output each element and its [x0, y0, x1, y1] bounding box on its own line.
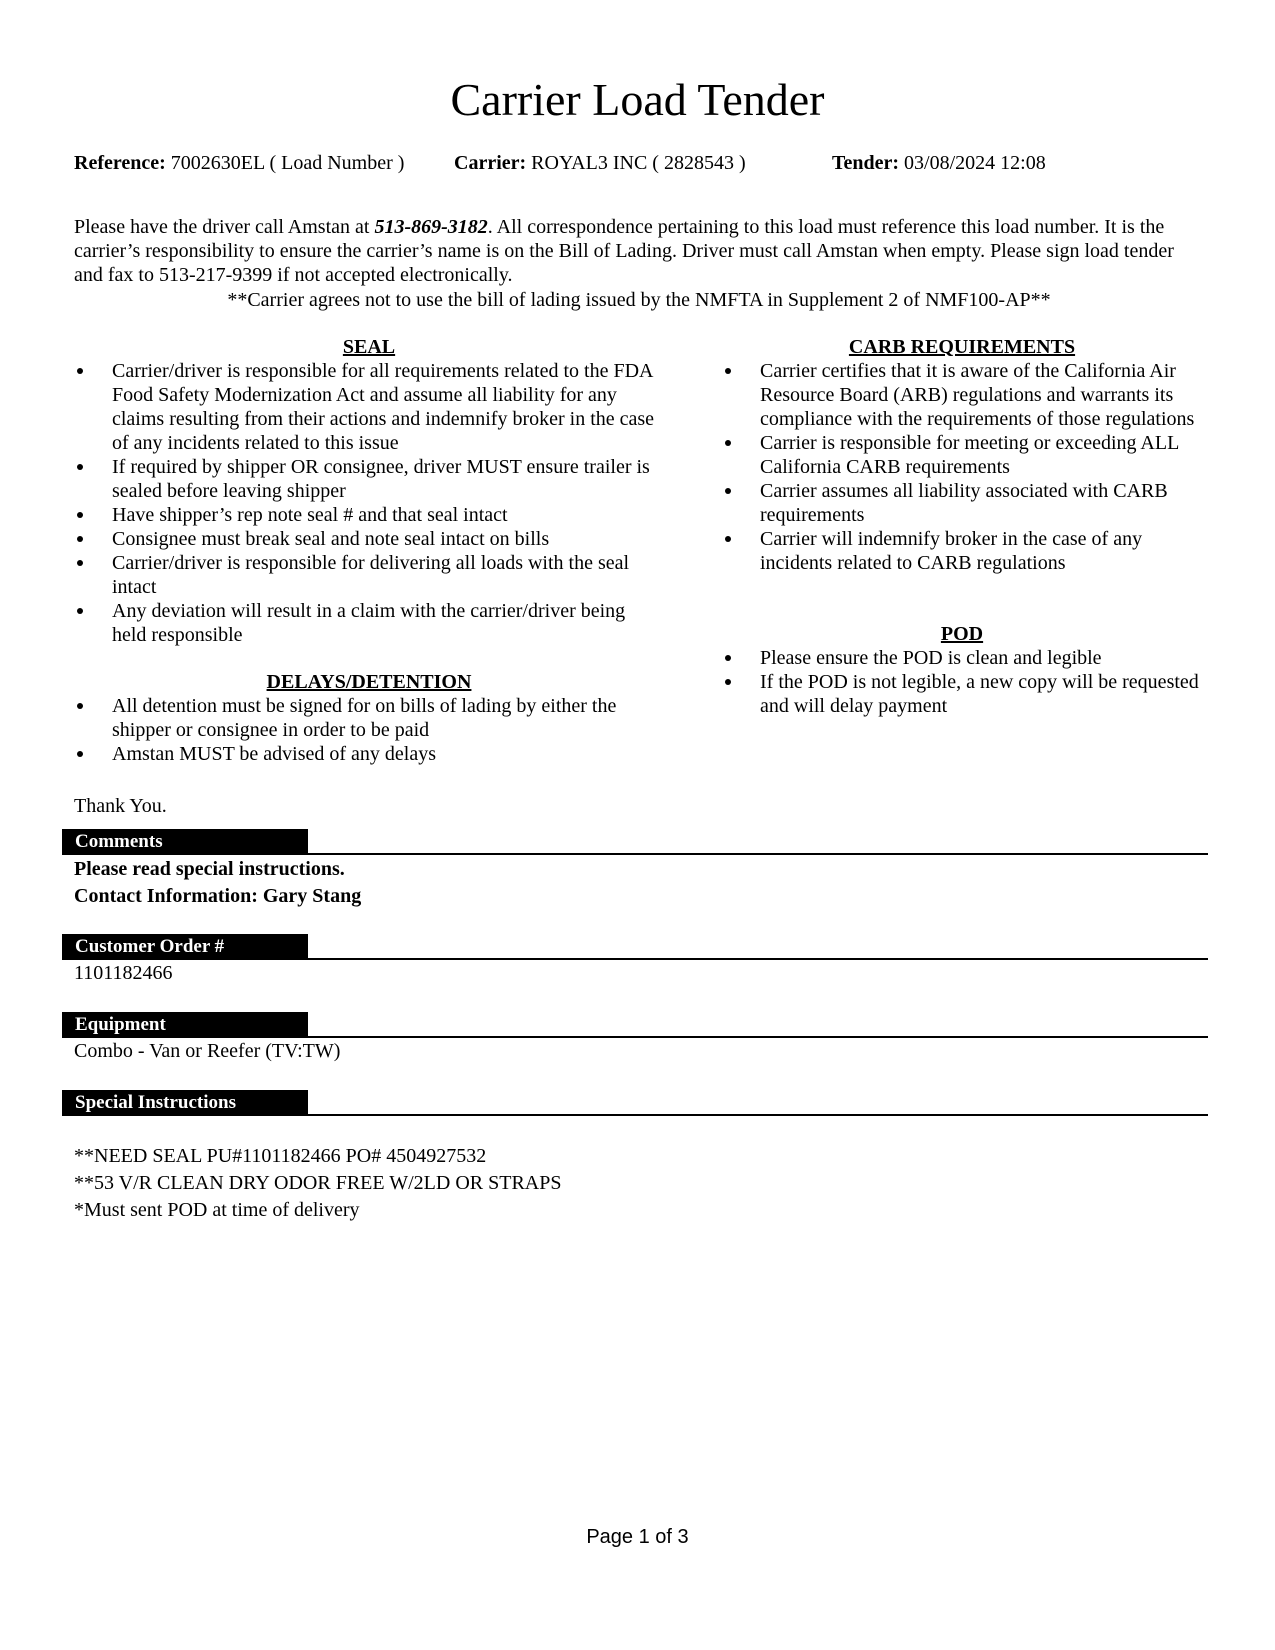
bullet-icon: [725, 368, 731, 374]
carb-section: [722, 335, 1202, 575]
seal-list-item: [74, 551, 664, 599]
bullet-icon: [725, 655, 731, 661]
seal-heading: SEAL: [342, 336, 396, 358]
delays-section: [74, 670, 664, 766]
seal-list-item: [74, 527, 664, 551]
bullet-icon: [725, 488, 731, 494]
carrier-value: ROYAL3 INC ( 2828543 ): [531, 152, 746, 174]
seal-item-text: Consignee must break seal and note seal intact on bills: [112, 528, 550, 550]
equipment-bar: [62, 1012, 1208, 1038]
seal-item-text: Carrier/driver is responsible for delivering all loads with the seal intact: [112, 552, 630, 598]
carb-list-item: [722, 359, 1202, 431]
customer-order-label: Customer Order #: [62, 934, 308, 958]
reference-field: [74, 151, 404, 175]
pod-list-item: [722, 646, 1202, 670]
intro-paragraph: [74, 215, 1204, 287]
seal-list-item: [74, 455, 664, 503]
delays-item-text: All detention must be signed for on bills of lading by either the shipper or consignee in order to be paid: [112, 695, 617, 741]
page-title: Carrier Load Tender: [450, 74, 825, 125]
carrier-field: [454, 151, 746, 175]
seal-list-item: [74, 503, 664, 527]
bullet-icon: [77, 368, 83, 374]
comments-label: Comments: [62, 829, 308, 853]
comments-block: [74, 856, 361, 910]
pod-item-text: Please ensure the POD is clean and legible: [760, 647, 1102, 669]
delays-item-text: Amstan MUST be advised of any delays: [112, 743, 437, 765]
tender-label: Tender:: [832, 152, 900, 174]
pod-item-text: If the POD is not legible, a new copy will be requested and will delay payment: [760, 671, 1199, 717]
reference-label: Reference:: [74, 152, 166, 174]
carb-list-item: [722, 431, 1202, 479]
bullet-icon: [77, 608, 83, 614]
bullet-icon: [725, 679, 731, 685]
customer-order-divider: [62, 958, 1208, 960]
carb-list-item: [722, 527, 1202, 575]
pod-list: [722, 646, 1202, 718]
seal-section: [74, 335, 664, 647]
delays-list-item: [74, 742, 664, 766]
customer-order-value: 1101182466: [74, 962, 173, 984]
pod-list-item: [722, 670, 1202, 718]
equipment-label: Equipment: [62, 1012, 308, 1036]
pod-heading: POD: [940, 623, 984, 645]
carb-item-text: Carrier certifies that it is aware of the California Air Resource Board (ARB) regulations and warrants its compliance with the requirements of those regulations: [760, 360, 1195, 430]
seal-item-text: Have shipper’s rep note seal # and that seal intact: [112, 504, 508, 526]
seal-list-item: [74, 359, 664, 455]
bullet-icon: [77, 560, 83, 566]
equipment-value: Combo - Van or Reefer (TV:TW): [74, 1040, 341, 1062]
comments-line-2: Contact Information: Gary Stang: [74, 885, 362, 907]
carb-heading: CARB REQUIREMENTS: [848, 336, 1076, 358]
comments-divider: [62, 853, 1208, 855]
bullet-icon: [77, 751, 83, 757]
tender-value: 03/08/2024 12:08: [904, 152, 1046, 174]
thank-you: Thank You.: [74, 795, 167, 817]
bullet-icon: [77, 703, 83, 709]
bullet-icon: [77, 536, 83, 542]
delays-list-item: [74, 694, 664, 742]
special-instructions-label: Special Instructions: [62, 1090, 308, 1114]
comments-line-1: Please read special instructions.: [74, 858, 345, 880]
special-instruction-line: **NEED SEAL PU#1101182466 PO# 4504927532: [74, 1145, 487, 1167]
amstan-phone: 513-869-3182: [374, 216, 488, 238]
carb-list-item: [722, 479, 1202, 527]
customer-order-bar: [62, 934, 1208, 960]
bullet-icon: [77, 464, 83, 470]
nmfta-notice: **Carrier agrees not to use the bill of lading issued by the NMFTA in Supplement 2 of NMF100-AP**: [227, 289, 1051, 311]
pod-section: [722, 622, 1202, 718]
seal-item-text: Any deviation will result in a claim with the carrier/driver being held responsible: [112, 600, 626, 646]
special-instruction-line: **53 V/R CLEAN DRY ODOR FREE W/2LD OR STRAPS: [74, 1172, 562, 1194]
seal-item-text: If required by shipper OR consignee, driver MUST ensure trailer is sealed before leaving shipper: [112, 456, 650, 502]
special-instructions-divider: [62, 1114, 1208, 1116]
carb-item-text: Carrier assumes all liability associated with CARB requirements: [760, 480, 1168, 526]
carb-list: [722, 359, 1202, 575]
seal-list: [74, 359, 664, 647]
special-instruction-line: *Must sent POD at time of delivery: [74, 1199, 360, 1221]
reference-value: 7002630EL ( Load Number ): [170, 152, 405, 174]
intro-text-1: Please have the driver call Amstan at: [74, 216, 375, 238]
comments-bar: [62, 829, 1208, 855]
seal-list-item: [74, 599, 664, 647]
carb-item-text: Carrier will indemnify broker in the case of any incidents related to CARB regulations: [760, 528, 1143, 574]
carb-item-text: Carrier is responsible for meeting or exceeding ALL California CARB requirements: [760, 432, 1179, 478]
bullet-icon: [725, 536, 731, 542]
delays-heading: DELAYS/DETENTION: [266, 671, 472, 693]
seal-item-text: Carrier/driver is responsible for all requirements related to the FDA Food Safety Modernization Act and assume all liability for any claims resulting from their actions and indemnify broker in the case of any incidents related to this issue: [112, 360, 655, 454]
intro-text-2: . All correspondence pertaining to this load must reference this load number. It is the carrier’s responsibility to ensure the carrier’s name is on the Bill of Lading. Driver must call Amstan when empty. Please sign load tender and fax to 513-217-9399 if not accepted electronically.: [74, 216, 1174, 286]
bullet-icon: [725, 440, 731, 446]
tender-field: [832, 151, 1046, 175]
page-number: Page 1 of 3: [586, 1526, 689, 1548]
special-instructions-block: [74, 1143, 561, 1224]
carrier-label: Carrier:: [454, 152, 527, 174]
bullet-icon: [77, 512, 83, 518]
special-instructions-bar: [62, 1090, 1208, 1116]
delays-list: [74, 694, 664, 766]
